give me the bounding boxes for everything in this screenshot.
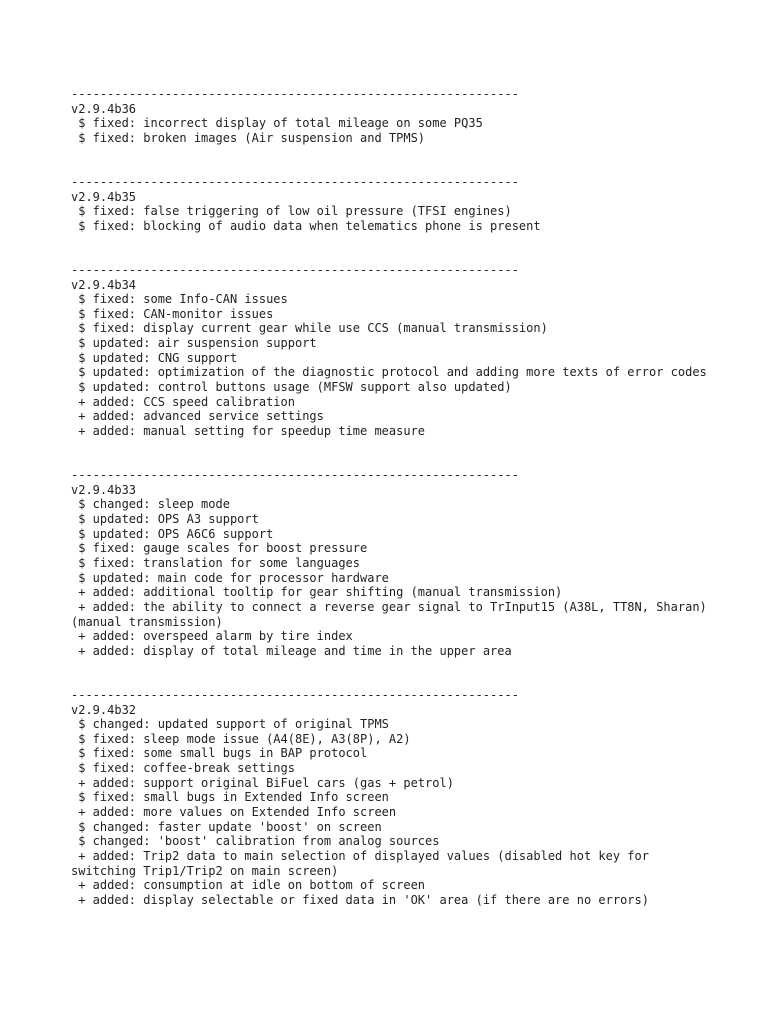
changelog-entry: + added: manual setting for speedup time measure (71, 424, 426, 439)
version-heading: v2.9.4b33 (71, 482, 137, 497)
changelog-section (71, 175, 711, 234)
changelog-entry: $ fixed: gauge scales for boost pressure (71, 541, 368, 556)
changelog-entry: $ fixed: some Info-CAN issues (71, 292, 288, 307)
changelog-entry: $ fixed: broken images (Air suspension and TPMS) (71, 130, 426, 145)
changelog-document (71, 87, 715, 908)
changelog-entry: $ fixed: sleep mode issue (A4(8E), A3(8P), A2) (71, 731, 411, 746)
section-separator: -------------------------------------------------------------- (71, 174, 519, 189)
changelog-entry: + added: advanced service settings (71, 409, 324, 424)
changelog-entry: $ changed: updated support of original TPMS (71, 717, 389, 732)
changelog-entry: $ fixed: small bugs in Extended Info screen (71, 790, 389, 805)
changelog-entry: $ updated: air suspension support (71, 336, 317, 351)
changelog-entry: + added: additional tooltip for gear shifting (manual transmission) (71, 585, 563, 600)
changelog-entry: + added: more values on Extended Info screen (71, 805, 397, 820)
changelog-entry: $ fixed: CAN-monitor issues (71, 306, 274, 321)
changelog-entry: $ fixed: blocking of audio data when telematics phone is present (71, 218, 541, 233)
changelog-entry: $ fixed: incorrect display of total mileage on some PQ35 (71, 116, 483, 131)
changelog-entry: $ fixed: false triggering of low oil pressure (TFSI engines) (71, 204, 512, 219)
changelog-entry: + added: display selectable or fixed data in 'OK' area (if there are no errors) (71, 893, 649, 908)
changelog-entry: $ updated: OPS A3 support (71, 511, 259, 526)
changelog-entry: $ updated: main code for processor hardware (71, 570, 389, 585)
version-heading: v2.9.4b35 (71, 189, 137, 204)
changelog-entry: $ fixed: coffee-break settings (71, 761, 295, 776)
changelog-entry: $ changed: sleep mode (71, 497, 230, 512)
section-separator: -------------------------------------------------------------- (71, 468, 519, 483)
changelog-entry: $ updated: OPS A6C6 support (71, 526, 274, 541)
changelog-entry: + added: support original BiFuel cars (gas + petrol) (71, 775, 454, 790)
changelog-entry: $ updated: control buttons usage (MFSW support also updated) (71, 380, 512, 395)
changelog-section (71, 468, 715, 659)
section-separator: -------------------------------------------------------------- (71, 262, 519, 277)
changelog-entry: $ changed: 'boost' calibration from analog sources (71, 834, 440, 849)
changelog-entry: + added: overspeed alarm by tire index (71, 629, 353, 644)
changelog-entry: + added: Trip2 data to main selection of displayed values (disabled hot key for switching Trip1/Trip2 on main screen) (71, 849, 657, 878)
changelog-entry: + added: the ability to connect a reverse gear signal to TrInput15 (A38L, TT8N, Sharan) (manual transmission) (71, 599, 715, 629)
version-heading: v2.9.4b32 (71, 702, 137, 717)
changelog-section (71, 688, 711, 908)
changelog-entry: $ fixed: display current gear while use CCS (manual transmission) (71, 321, 548, 336)
changelog-entry: $ updated: optimization of the diagnostic protocol and adding more texts of error codes (71, 365, 707, 380)
changelog-section (71, 263, 711, 439)
section-separator: -------------------------------------------------------------- (71, 87, 519, 101)
changelog-entry: + added: display of total mileage and time in the upper area (71, 643, 512, 658)
version-heading: v2.9.4b36 (71, 101, 137, 116)
changelog-entry: $ fixed: some small bugs in BAP protocol (71, 746, 368, 761)
version-heading: v2.9.4b34 (71, 277, 137, 292)
changelog-entry: $ changed: faster update 'boost' on screen (71, 819, 382, 834)
changelog-entry: + added: CCS speed calibration (71, 394, 295, 409)
section-separator: -------------------------------------------------------------- (71, 687, 519, 702)
changelog-section (71, 87, 711, 146)
changelog-entry: $ fixed: translation for some languages (71, 555, 360, 570)
changelog-entry: $ updated: CNG support (71, 350, 238, 365)
changelog-entry: + added: consumption at idle on bottom of screen (71, 878, 426, 893)
